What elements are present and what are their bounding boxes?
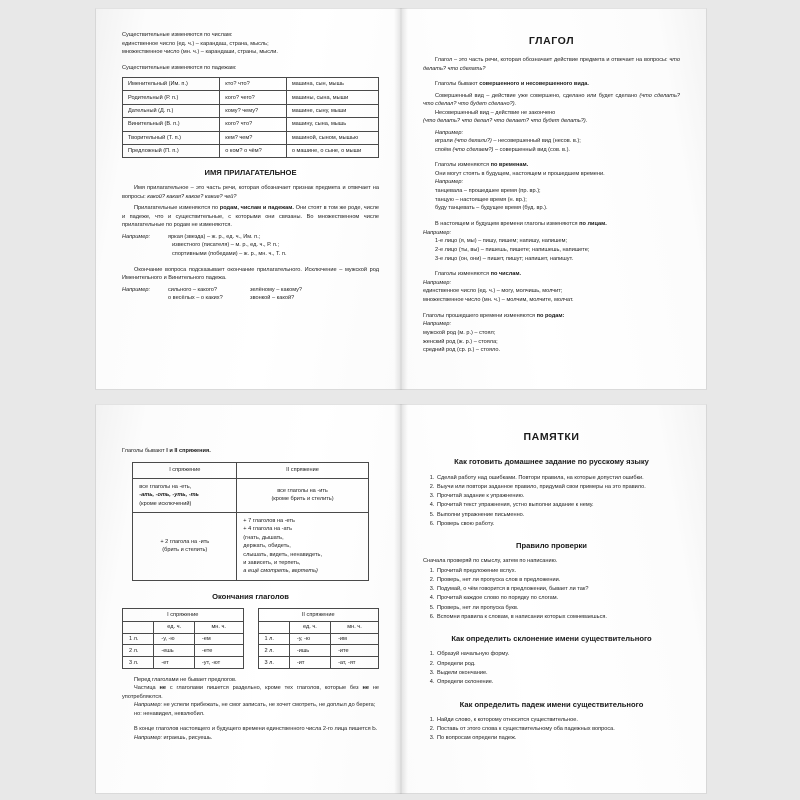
verb-person-examples <box>423 229 680 264</box>
verb-person-example-2: 2-е лицо (ты, вы) – пишешь, пишете; напишешь, напишете; <box>435 246 590 253</box>
table-row <box>123 91 379 104</box>
note-soft-sign-examples <box>122 734 379 743</box>
verb-number-examples <box>423 279 680 305</box>
verb-person-example-1: 1-е лицо (я, мы) – пишу, пишем; напишу, напишем; <box>435 238 568 245</box>
spread-top <box>95 8 707 390</box>
table-row <box>123 131 379 144</box>
table-row <box>123 118 379 131</box>
ex2-verb: споём <box>435 146 453 153</box>
adjective-ending-rule: Окончание вопроса подсказывает окончание прилагательного. Исключение – мужской род Именительного и Винительного падежа. <box>122 266 379 282</box>
case-name: Именительный (Им. п.) <box>123 78 220 91</box>
verb-section-title: ГЛАГОЛ <box>528 35 575 47</box>
verb-gender-example-2: женский род (ж. р.) – стояла; <box>423 338 498 345</box>
memos-title: ПАМЯТКИ <box>523 431 580 443</box>
case-examples: о машине, о сыне, о мыши <box>286 144 378 157</box>
conj-row2-col2 <box>237 513 368 581</box>
endings2-person-1: 1 л. <box>258 633 289 645</box>
table-row <box>258 645 379 657</box>
verb-tense-example-3: буду танцевать – будущее время (буд. вр.). <box>435 205 548 212</box>
adjective-pair-row <box>122 286 379 295</box>
verb-imperfective-questions-line <box>423 117 680 126</box>
table-row <box>123 144 379 157</box>
case-questions: о ком? о чём? <box>220 144 287 157</box>
spacer <box>122 294 168 303</box>
verb-number-lead <box>423 270 680 279</box>
verb-tense-examples <box>435 178 680 213</box>
endings1-person-2: 2 л. <box>123 645 154 657</box>
verb-tense-b: по временам. <box>490 162 529 169</box>
adjective-pairs-block <box>122 286 379 303</box>
verb-person-b: по лицам. <box>579 221 607 228</box>
table-row <box>123 104 379 117</box>
conj-r2c2-l6: и зависеть, и терпеть, <box>243 560 301 567</box>
verb-gender-lead <box>423 312 680 321</box>
adjective-agreement <box>122 204 379 230</box>
note3-text: не успели прибежать, не смог записать, не хочет смотреть, не доплыл до берега; <box>162 702 376 709</box>
example-label: Например: <box>134 734 162 741</box>
adjective-example-1: яркая (звезда) – ж. р., ед. ч., Им. п.; <box>168 233 261 240</box>
memo-check-heading: Правило проверки <box>516 541 587 551</box>
adj-agree-a: Прилагательные изменяются по <box>134 205 220 212</box>
adjective-pair-2-left: о весёлых – о каких? <box>168 295 223 302</box>
example-label: Например: <box>423 279 451 286</box>
verb-person-example-3: 3-е лицо (он, они) – пишет, пишут; напишет, напишут. <box>435 255 574 262</box>
example-label: Например: <box>134 702 162 709</box>
endings2-sg-2: -ишь <box>289 645 330 657</box>
conj-r2c1-l1: + 2 глагола на -ить <box>160 539 210 546</box>
conj-r2c2-l2: + 4 глагола на -ать <box>243 526 292 533</box>
case-name: Творительный (Т. п.) <box>123 131 220 144</box>
list-item: 1. Сделай работу над ошибками. Повтори правила, на которые допустил ошибки. <box>436 474 680 483</box>
endings2-header: II спряжение <box>258 608 379 621</box>
note-no-prepositions: Перед глаголами не бывает предлогов. <box>134 676 237 683</box>
list-item: 2. Поставь от этого слова к существительному оба падежных вопроса. <box>436 725 680 734</box>
endings1-header: I спряжение <box>123 608 244 621</box>
ex1-tail: – несовершенный вид (несов. в.); <box>491 138 581 145</box>
ex2-question: (что сделаем?) <box>452 146 494 153</box>
verb-gender-a: Глаголы прошедшего времени изменяются <box>423 312 537 319</box>
table-row <box>258 608 379 621</box>
list-item: 4. Определи склонение. <box>436 678 680 687</box>
list-item: 5. Выполни упражнение письменно. <box>436 511 680 520</box>
verb-questions: что делать? что сделать? <box>423 57 680 72</box>
example-label-2: Например: <box>122 286 150 293</box>
endings-table-second-conjugation <box>258 608 380 669</box>
page-conjugation <box>95 404 401 794</box>
verb-tense-example-2: танцую – настоящее время (н. вр.); <box>435 196 527 203</box>
list-item: 2. Выучи или повтори заданное правило, придумай свои примеры на это правило. <box>436 483 680 492</box>
conjugation-lead-a: Глаголы бывают <box>122 448 167 454</box>
list-item: 6. Вспомни правила к словам, в написании которых сомневаешься. <box>436 613 680 622</box>
note-ne-exceptions <box>134 710 379 719</box>
endings2-pl-2: -ите <box>331 645 379 657</box>
conj-r1c1-l2: -ать, -оть, -уть, -ть <box>139 492 199 499</box>
note-ne-examples <box>122 701 379 710</box>
conj-r2c1-l2: (брить и стелить) <box>162 547 208 554</box>
adj-agree-b: родам, числам и падежам. <box>219 205 294 212</box>
list-item: 1. Найди слово, к которому относится существительное. <box>436 716 680 725</box>
ex1-question: (что делали?) <box>454 138 492 145</box>
verb-imperfective-questions: (что делать? что делал? что делает? что будет делать?). <box>423 118 588 124</box>
memo-homework-heading: Как готовить домашнее задание по русскому языку <box>454 457 649 466</box>
spread-bottom <box>95 404 707 794</box>
case-examples: машина, сын, мышь <box>286 78 378 91</box>
adjective-definition <box>122 184 379 201</box>
adjective-pair-2-right: звонкой – какой? <box>250 295 295 302</box>
conj-r1c1-l3: (кроме исключений) <box>139 500 192 507</box>
nouns-number-line1: Существительные изменяются по числам: <box>122 32 233 38</box>
note-soft-sign-rule: В конце глаголов настоящего и будущего времени единственного числа 2-го лица пишется Ь. <box>134 726 378 733</box>
conj-r2c2-l5: слышать, видеть, ненавидеть, <box>243 551 323 558</box>
table-row <box>123 78 379 91</box>
example-label: Например: <box>435 179 463 186</box>
adjective-questions: какой? какая? какое? какие? чей? <box>147 193 237 200</box>
conj-col2-header: II спряжение <box>237 462 368 478</box>
nouns-number-line2: единственное число (ед. ч.) – карандаш, страна, мысль; <box>122 40 269 47</box>
list-item: 4. Прочитай каждое слово по порядку по слогам. <box>436 594 680 603</box>
list-item: 4. Прочитай текст упражнения, устно выполни задание к нему. <box>436 501 680 510</box>
verb-imperfective-text: Несовершенный вид – действие не закончено <box>435 109 556 116</box>
adj-agree-c: Они стоят в том же роде, числе и падеже, что и существительные, с которыми они связаны. Во множественном числе прилагательные по родам не изменяются. <box>122 205 379 229</box>
verb-gender-b: по родам: <box>536 312 565 319</box>
conj-r2c2-l3: (гнать, дышать, <box>243 534 284 541</box>
note6-text: играешь, рисуешь. <box>162 734 213 741</box>
memo-check-lead: Сначала проверяй по смыслу, затем по написанию. <box>423 558 558 565</box>
adjective-examples-block <box>122 233 379 259</box>
table-row <box>123 657 244 669</box>
list-item: 3. Выдели окончание. <box>436 669 680 678</box>
table-row <box>258 657 379 669</box>
endings1-sg-3: -ет <box>154 657 195 669</box>
conjugation-table <box>132 462 368 581</box>
ex2-tail: – совершенный вид (сов. в.). <box>493 146 570 153</box>
case-questions: кто? что? <box>220 78 287 91</box>
case-name: Дательный (Д. п.) <box>123 104 220 117</box>
verb-gender-example-3: средний род (ср. р.) – стояло. <box>423 347 501 354</box>
endings1-sg-2: -ешь <box>154 645 195 657</box>
conj-row2-col1 <box>133 513 237 581</box>
table-row <box>123 645 244 657</box>
table-row <box>133 478 368 512</box>
note2-a: Частица <box>134 685 160 692</box>
verb-aspect-example-1 <box>435 137 680 146</box>
verb-perfective-questions: (что сделать? что сделал? что будет сделано?). <box>423 92 681 107</box>
case-questions: кого? чего? <box>220 91 287 104</box>
verb-aspect-lead <box>423 80 680 89</box>
page-verbs <box>401 8 707 390</box>
adjective-example-2: известного (писателя) – м. р., ед. ч., Р. п.; <box>172 242 280 249</box>
nouns-cases-lead: Существительные изменяются по падежам: <box>122 64 237 71</box>
adjective-pair-1-right: зелёному – какому? <box>250 286 303 293</box>
memo-case-heading: Как определить падеж имени существительного <box>459 699 644 709</box>
case-questions: кого? что? <box>220 118 287 131</box>
endings2-sg-3: -ит <box>289 657 330 669</box>
conj-col1-header: I спряжение <box>133 462 237 478</box>
endings1-sg-1: -у, -ю <box>154 633 195 645</box>
verb-number-a: Глаголы изменяются <box>435 271 491 278</box>
adjective-definition-text: Имя прилагательное – это часть речи, которая обозначает признак предмета и отвечает на вопросы: <box>122 185 379 200</box>
note2-d: не <box>362 685 369 692</box>
verb-gender-examples <box>423 320 680 355</box>
endings2-pl-3: -ат, -ят <box>331 657 379 669</box>
list-item: 1. Образуй начальную форму. <box>436 650 680 659</box>
page-nouns-adjectives <box>95 8 401 390</box>
example-label: Например: <box>423 321 451 328</box>
list-item: 5. Проверь, нет ли пропуска букв. <box>436 604 680 613</box>
case-questions: кому? чему? <box>220 104 287 117</box>
verb-tense-list: Они могут стоять в будущем, настоящем и прошедшем времени. <box>435 170 605 177</box>
endings2-person-3: 3 л. <box>258 657 289 669</box>
conj-r2c2-l4: держать, обидеть, <box>243 543 291 550</box>
endings2-col-sg: ед. ч. <box>289 621 330 633</box>
cases-table <box>122 77 379 158</box>
table-row <box>133 513 368 581</box>
endings1-pl-3: -ут, -ют <box>194 657 243 669</box>
verb-imperfective <box>423 109 680 118</box>
endings2-pl-1: -им <box>331 633 379 645</box>
conjugation-lead <box>122 447 379 456</box>
note2-c: с глаголами пишется раздельно, кроме тех глаголов, которые без <box>165 685 363 692</box>
list-item: 3. Подумай, о чём говорится в предложении, бывает ли так? <box>436 585 680 594</box>
verb-person-a: В настоящем и будущем времени глаголы изменяются <box>435 221 580 228</box>
verb-aspect-a: Глаголы бывают <box>435 81 480 87</box>
case-name: Винительный (В. п.) <box>123 118 220 131</box>
conj-row1-col2 <box>237 478 368 512</box>
conjugation-lead-b: I и II спряжения. <box>166 448 211 454</box>
memo-case-list <box>423 716 680 743</box>
table-row <box>123 608 244 621</box>
note2-b: не <box>159 685 166 692</box>
list-item: 6. Проверь свою работу. <box>436 520 680 529</box>
adjective-example-3: спортивными (победами) – ж. р., мн. ч., Т. п. <box>172 251 287 258</box>
note2-e: не употребляются. <box>122 685 379 700</box>
note-particle-ne <box>122 684 379 701</box>
endings1-pl-2: -ете <box>194 645 243 657</box>
endings2-sg-1: -у, -ю <box>289 633 330 645</box>
memo-homework-list <box>423 474 680 528</box>
conj-r2c2-l1: + 7 глаголов на -еть <box>243 518 295 525</box>
verb-tense-example-1: танцевала – прошедшее время (пр. вр.); <box>435 188 541 195</box>
endings1-person-1: 1 л. <box>123 633 154 645</box>
endings-tables-wrapper <box>122 608 379 669</box>
endings1-person-3: 3 л. <box>123 657 154 669</box>
conj-row1-col1 <box>133 478 237 512</box>
example-label: Например: <box>435 129 463 136</box>
verb-number-example-1: единственное число (ед. ч.) – могу, молчишь, молчит; <box>423 288 563 295</box>
verb-number-b: по числам. <box>490 271 522 278</box>
table-row <box>123 633 244 645</box>
table-row <box>123 621 244 633</box>
memo-declension-heading: Как определить склонение имени существительного <box>451 634 652 644</box>
list-item: 1. Прочитай предложение вслух. <box>436 567 680 576</box>
case-examples: машине, сыну, мыши <box>286 104 378 117</box>
adjective-section-title: ИМЯ ПРИЛАГАТЕЛЬНОЕ <box>204 168 297 178</box>
table-row <box>258 621 379 633</box>
endings-title: Окончания глаголов <box>212 591 289 601</box>
verb-gender-example-1: мужской род (м. р.) – стоял; <box>423 329 496 336</box>
adjective-pair-1-left: сильного – какого? <box>168 286 217 293</box>
case-name: Предложный (П. п.) <box>123 144 220 157</box>
nouns-number-line3: множественное число (мн. ч.) – карандаши, страны, мысли. <box>122 49 278 55</box>
conj-r1c1-l1: все глаголы на -еть, <box>139 483 192 490</box>
case-examples: машины, сына, мыши <box>286 91 378 104</box>
endings1-col-pl: мн. ч. <box>194 621 243 633</box>
verb-aspect-examples <box>435 129 680 155</box>
memo-declension-list <box>423 650 680 686</box>
table-row <box>133 462 368 478</box>
table-row <box>258 633 379 645</box>
list-item: 3. По вопросам определи падеж. <box>436 734 680 743</box>
verb-aspect-example-2 <box>435 146 680 155</box>
endings2-col-pl: мн. ч. <box>331 621 379 633</box>
verb-perfective-text: Совершенный вид – действие уже совершено, сделано или будет сделано <box>435 92 640 99</box>
page-memos <box>401 404 707 794</box>
list-item: 2. Проверь, нет ли пропуска слов в предложении. <box>436 576 680 585</box>
example-label: Например: <box>122 233 150 240</box>
list-item: 3. Прочитай задание к упражнению. <box>436 492 680 501</box>
verb-definition <box>423 56 680 73</box>
verb-number-example-2: множественное число (мн. ч.) – молчим, молчите, молчат. <box>423 297 574 304</box>
endings-table-first-conjugation <box>122 608 244 669</box>
verb-definition-text: Глагол – это часть речи, которая обозначает действие предмета и отвечает на вопросы: <box>435 57 668 63</box>
endings1-col-sg: ед. ч. <box>154 621 195 633</box>
conj-r1c2-l1: все глаголы на -ить <box>277 488 328 495</box>
ex1-verb: играли <box>435 138 455 145</box>
endings2-corner <box>258 621 289 633</box>
case-examples: машину, сына, мышь <box>286 118 378 131</box>
endings2-person-2: 2 л. <box>258 645 289 657</box>
note4-text: но: ненавидел, невзлюбил. <box>134 710 205 717</box>
verb-aspect-b: совершенного и несовершенного вида. <box>479 81 589 87</box>
memo-check-list <box>423 567 680 621</box>
conj-r1c2-l2: (кроме брить и стелить) <box>271 496 334 503</box>
verb-tense-lead <box>423 161 680 170</box>
endings1-pl-1: -ем <box>194 633 243 645</box>
endings1-corner <box>123 621 154 633</box>
verb-person-lead <box>423 220 680 229</box>
verb-perfective <box>423 92 680 109</box>
verb-tense-a: Глаголы изменяются <box>435 162 491 169</box>
example-label: Например: <box>423 229 451 236</box>
case-name: Родительный (Р. п.) <box>123 91 220 104</box>
adjective-pair-row <box>122 294 379 303</box>
case-examples: машиной, сыном, мышью <box>286 131 378 144</box>
conj-r2c2-l7: а ещё смотреть, вертеть) <box>243 568 318 575</box>
list-item: 2. Определи род. <box>436 660 680 669</box>
case-questions: кем? чем? <box>220 131 287 144</box>
